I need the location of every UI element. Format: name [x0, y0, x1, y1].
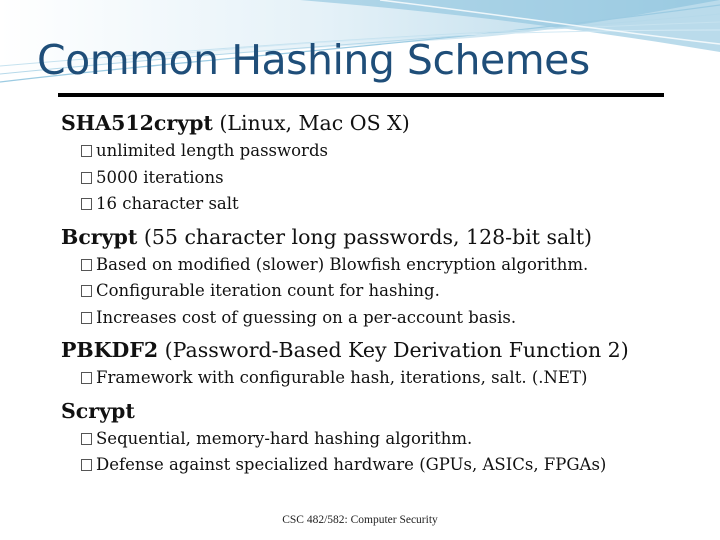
square-bullet-icon — [81, 145, 92, 157]
list-item: Framework with configurable hash, iterations, salt. (.NET) — [81, 365, 711, 392]
scheme-name: Scrypt — [61, 398, 135, 423]
scheme-heading — [61, 222, 711, 252]
scheme-heading — [61, 335, 711, 365]
scheme-bcrypt — [61, 222, 711, 332]
scheme-detail: (Linux, Mac OS X) — [212, 111, 410, 135]
scheme-name: SHA512crypt — [61, 111, 213, 135]
scheme-heading — [61, 396, 711, 426]
list-item: 16 character salt — [81, 191, 711, 218]
square-bullet-icon — [81, 433, 92, 445]
scheme-heading — [61, 108, 711, 138]
scheme-scrypt — [61, 396, 711, 479]
scheme-sha512crypt — [61, 108, 711, 218]
list-item: 5000 iterations — [81, 165, 711, 192]
scheme-detail: (55 character long passwords, 128-bit salt) — [137, 224, 593, 249]
square-bullet-icon — [81, 172, 92, 184]
square-bullet-icon — [81, 198, 92, 210]
list-item: Increases cost of guessing on a per-account basis. — [81, 305, 711, 332]
square-bullet-icon — [81, 459, 92, 471]
slide-title: Common Hashing Schemes — [37, 36, 590, 84]
scheme-name: PBKDF2 — [61, 338, 159, 362]
list-item: Based on modified (slower) Blowfish encryption algorithm. — [81, 252, 711, 279]
schemes-list — [61, 108, 711, 483]
square-bullet-icon — [81, 372, 92, 384]
square-bullet-icon — [81, 259, 92, 271]
slide-footer: CSC 482/582: Computer Security — [282, 514, 438, 526]
list-item: Configurable iteration count for hashing. — [81, 278, 711, 305]
square-bullet-icon — [81, 312, 92, 324]
scheme-detail: (Password-Based Key Derivation Function 2) — [158, 338, 629, 362]
list-item: unlimited length passwords — [81, 138, 711, 165]
list-item: Sequential, memory-hard hashing algorithm. — [81, 426, 711, 453]
list-item: Defense against specialized hardware (GPUs, ASICs, FPGAs) — [81, 452, 711, 479]
square-bullet-icon — [81, 285, 92, 297]
scheme-pbkdf2 — [61, 335, 711, 392]
title-underline — [58, 93, 664, 97]
scheme-name: Bcrypt — [61, 224, 138, 249]
